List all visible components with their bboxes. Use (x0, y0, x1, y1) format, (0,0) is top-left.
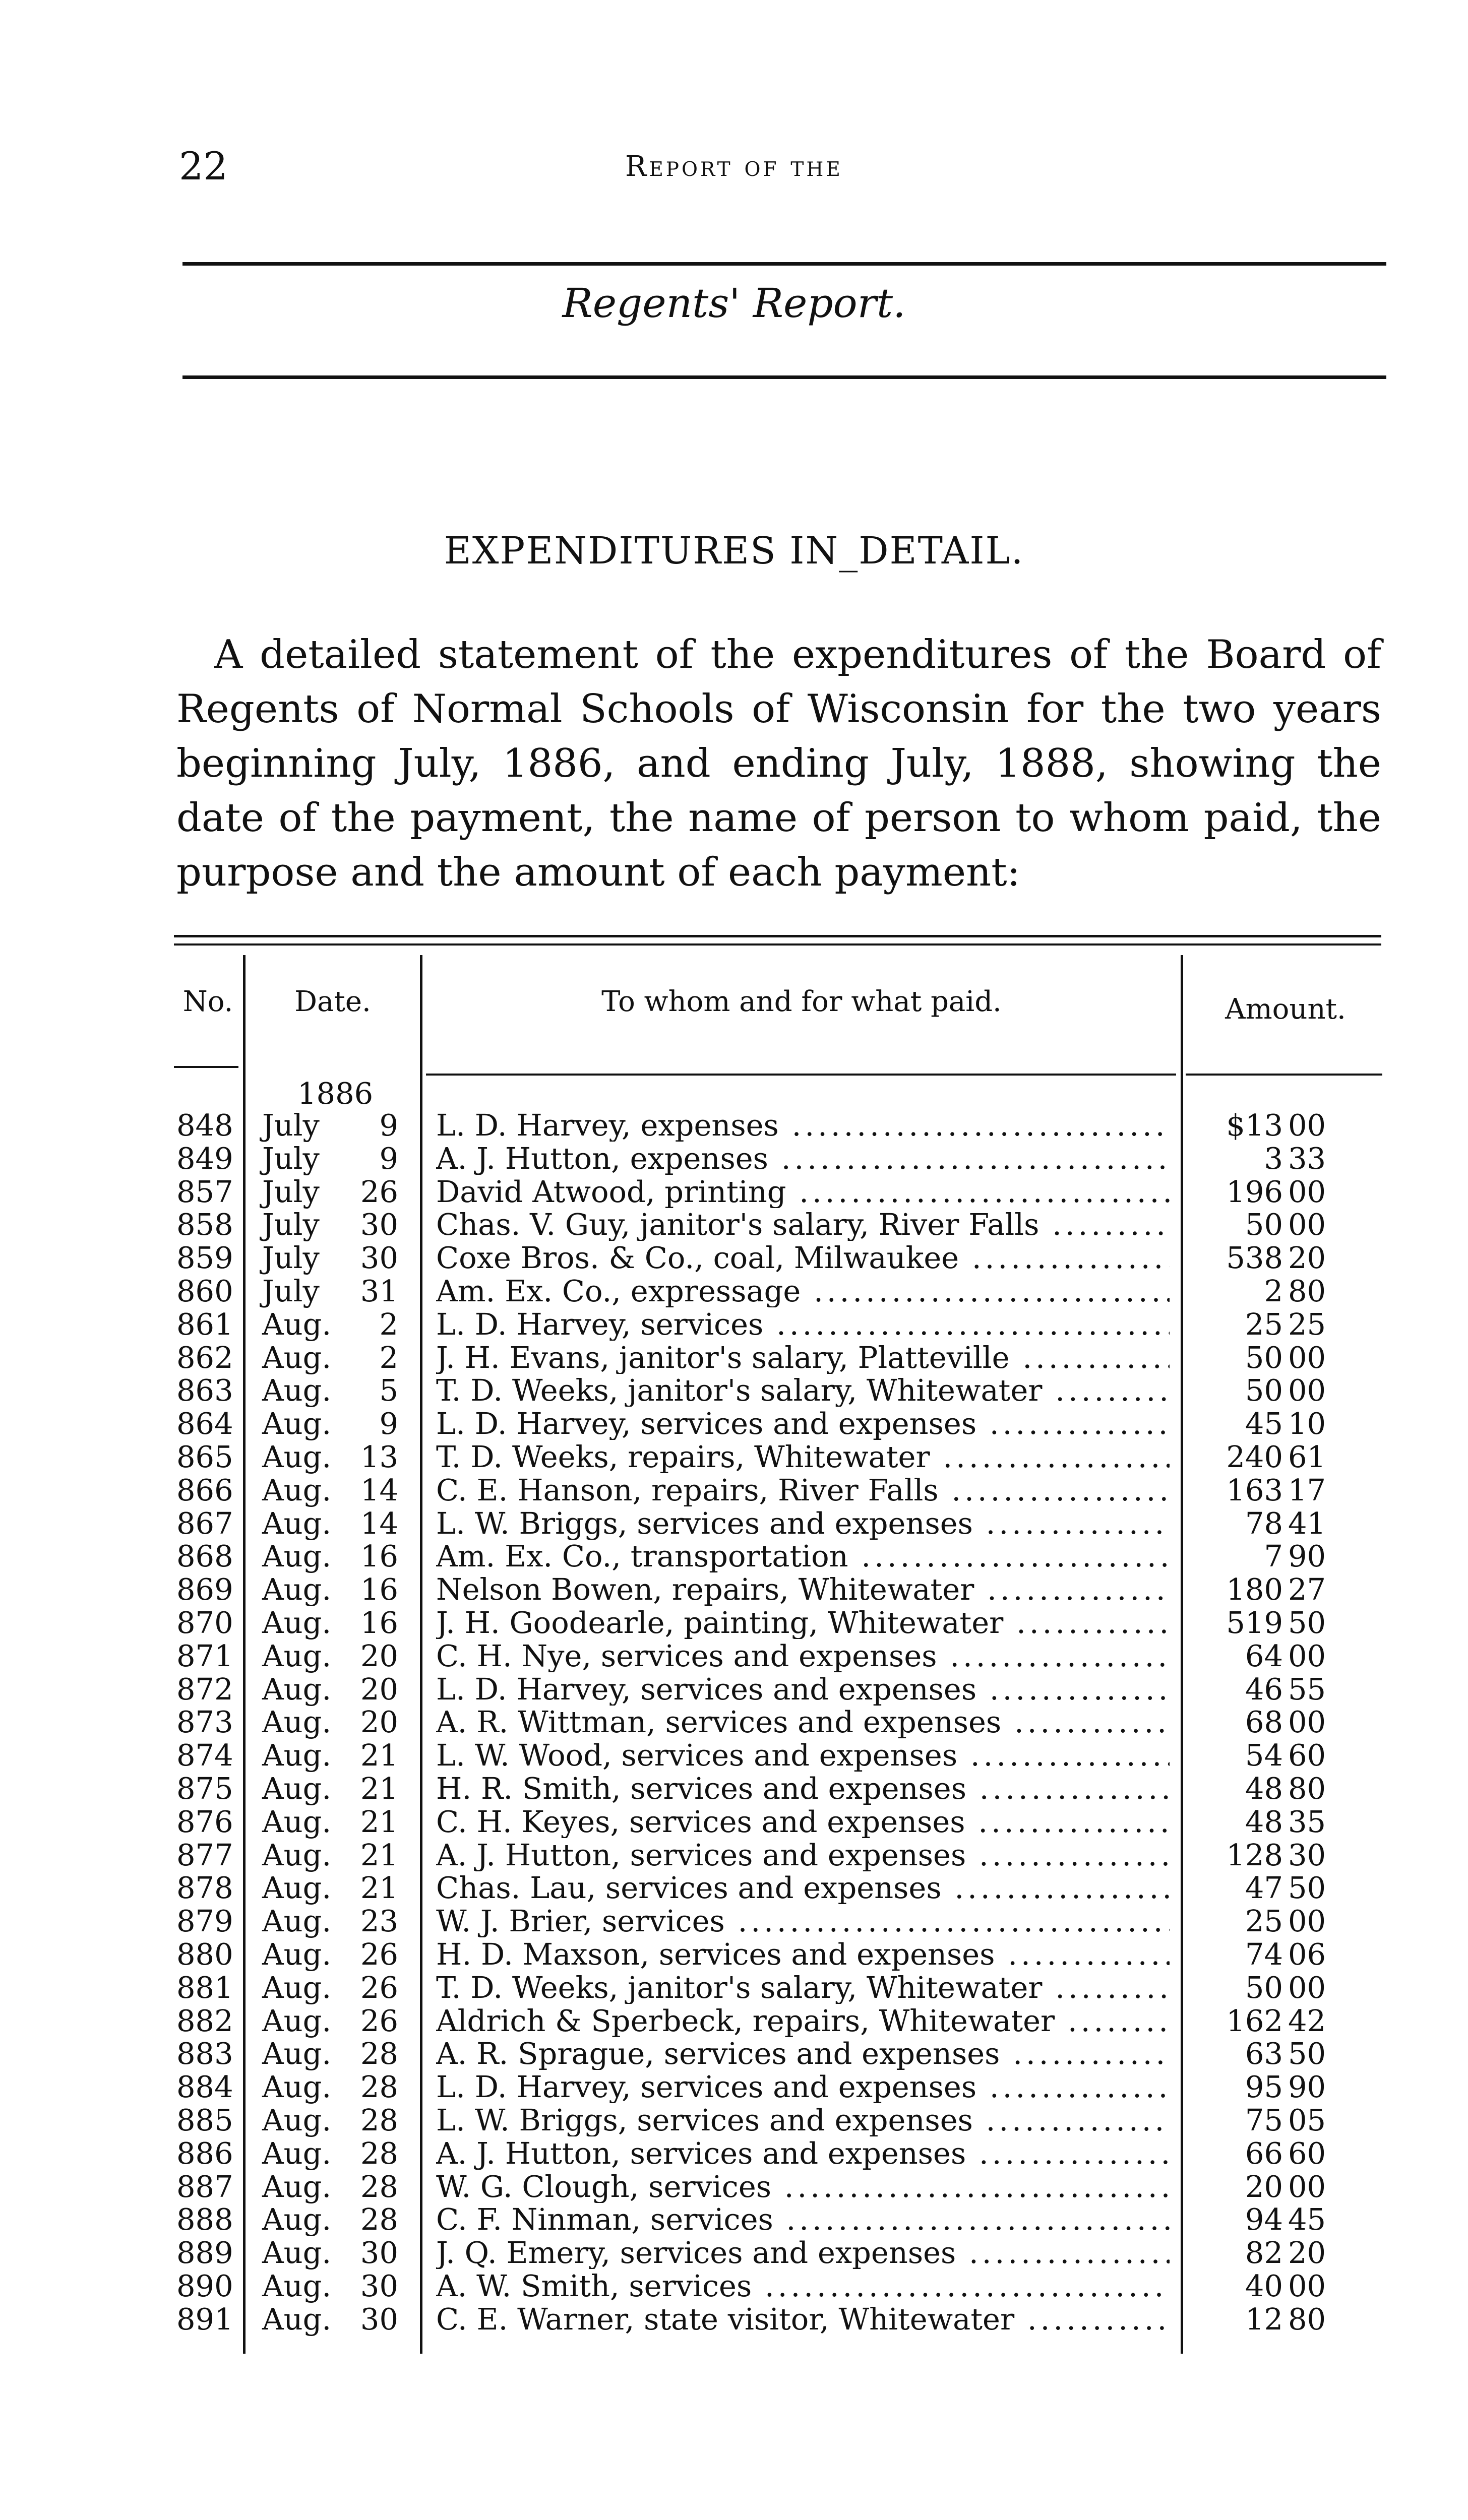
entry-number: 869 (176, 1572, 233, 1607)
table-row (0, 1971, 1468, 2004)
entry-number: 848 (176, 1108, 233, 1143)
entry-day: 16 (360, 1605, 398, 1640)
entry-month: Aug. (262, 1771, 332, 1806)
entry-month: Aug. (262, 1373, 332, 1408)
entry-month: Aug. (262, 1506, 332, 1541)
entry-cents: 35 (1288, 1804, 1326, 1839)
entry-cents: 00 (1288, 1373, 1326, 1408)
entry-month: Aug. (262, 1439, 332, 1474)
entry-month: Aug. (262, 1838, 332, 1872)
entry-month: July (262, 1240, 320, 1275)
entry-description: Coxe Bros. & Co., coal, Milwaukee ..... (436, 1241, 1170, 1274)
entry-cents: 20 (1288, 2235, 1326, 2270)
entry-cents: 55 (1288, 1672, 1326, 1707)
entry-cents: 27 (1288, 1572, 1326, 1607)
entry-description: Aldrich & Sperbeck, repairs, Whitewater ..... (436, 2004, 1170, 2037)
entry-description: C. H. Nye, services and expenses ..... (436, 1640, 1170, 1672)
entry-number: 867 (176, 1506, 233, 1541)
entry-dollars: 78 (1245, 1506, 1283, 1541)
entry-day: 28 (360, 2169, 398, 2204)
entry-cents: 00 (1288, 1705, 1326, 1739)
entry-cents: 00 (1288, 1639, 1326, 1673)
entry-number: 863 (176, 1373, 233, 1408)
entry-month: July (262, 1274, 320, 1308)
entry-description: L. D. Harvey, services ..... (436, 1308, 1170, 1341)
entry-number: 887 (176, 2169, 233, 2204)
table-row (0, 1606, 1468, 1639)
entry-cents: 00 (1288, 2169, 1326, 2204)
entry-day: 14 (360, 1506, 398, 1541)
entry-dollars: 48 (1245, 1771, 1283, 1806)
entry-description: Am. Ex. Co., expressage ..... (436, 1275, 1170, 1307)
entry-number: 881 (176, 1970, 233, 2005)
table-row (0, 1474, 1468, 1506)
entry-number: 877 (176, 1838, 233, 1872)
entry-dollars: 196 (1226, 1174, 1283, 1209)
table-row (0, 1739, 1468, 1772)
entry-number: 885 (176, 2103, 233, 2137)
table-row (0, 1540, 1468, 1572)
entry-dollars: 25 (1245, 1904, 1283, 1938)
table-row (0, 2104, 1468, 2136)
entry-number: 878 (176, 1870, 233, 1905)
entry-month: Aug. (262, 2103, 332, 2137)
column-header-date: Date. (294, 985, 371, 1018)
entry-month: Aug. (262, 1870, 332, 1905)
entry-day: 28 (360, 2202, 398, 2237)
entry-cents: 17 (1288, 1473, 1326, 1507)
entry-month: Aug. (262, 1307, 332, 1342)
entry-cents: 06 (1288, 1937, 1326, 1972)
entry-day: 21 (360, 1870, 398, 1905)
entry-description: A. J. Hutton, services and expenses ..... (436, 2137, 1170, 2170)
entry-day: 16 (360, 1539, 398, 1573)
entry-description: J. H. Goodearle, painting, Whitewater ..... (436, 1606, 1170, 1639)
entry-dollars: 163 (1226, 1473, 1283, 1507)
entry-dollars: 3 (1264, 1141, 1283, 1176)
entry-number: 875 (176, 1771, 233, 1806)
entry-number: 873 (176, 1705, 233, 1739)
entry-day: 20 (360, 1705, 398, 1739)
entry-dollars: 64 (1245, 1639, 1283, 1673)
entry-dollars: 20 (1245, 2169, 1283, 2204)
entry-cents: 00 (1288, 1207, 1326, 1242)
entry-dollars: 45 (1245, 1406, 1283, 1441)
entry-month: Aug. (262, 1705, 332, 1739)
table-row (0, 1175, 1468, 1208)
table-row (0, 1938, 1468, 1971)
entry-description: J. H. Evans, janitor's salary, Platteville ..... (436, 1341, 1170, 1374)
entry-number: 865 (176, 1439, 233, 1474)
entry-description: C. E. Hanson, repairs, River Falls ..... (436, 1474, 1170, 1506)
entry-day: 9 (379, 1108, 398, 1143)
table-top-rule (174, 935, 1381, 937)
entry-description: W. G. Clough, services ..... (436, 2170, 1170, 2203)
entry-cents: 80 (1288, 1771, 1326, 1806)
entry-month: July (262, 1108, 320, 1143)
entry-description: L. D. Harvey, expenses ..... (436, 1109, 1170, 1142)
entry-dollars: 50 (1245, 1207, 1283, 1242)
entry-day: 20 (360, 1672, 398, 1707)
entry-dollars: 240 (1226, 1439, 1283, 1474)
page-number: 22 (179, 144, 228, 188)
entry-day: 28 (360, 2103, 398, 2137)
entry-cents: 50 (1288, 1870, 1326, 1905)
entry-day: 31 (360, 1274, 398, 1308)
entry-dollars: 63 (1245, 2036, 1283, 2071)
entry-number: 876 (176, 1804, 233, 1839)
header-rule-no (174, 1066, 238, 1068)
entry-description: Am. Ex. Co., transportation ..... (436, 1540, 1170, 1572)
entry-cents: 05 (1288, 2103, 1326, 2137)
entry-dollars: 162 (1226, 2003, 1283, 2038)
entry-cents: 33 (1288, 1141, 1326, 1176)
table-row (0, 1275, 1468, 1307)
entry-day: 16 (360, 1572, 398, 1607)
entry-description: A. W. Smith, services ..... (436, 2270, 1170, 2302)
entry-number: 874 (176, 1738, 233, 1773)
table-row (0, 1871, 1468, 1904)
entry-dollars: 68 (1245, 1705, 1283, 1739)
entry-month: Aug. (262, 2202, 332, 2237)
entry-number: 862 (176, 1340, 233, 1375)
header-rule-amount (1186, 1074, 1382, 1076)
entry-number: 880 (176, 1937, 233, 1972)
entry-number: 870 (176, 1605, 233, 1640)
table-row (0, 1208, 1468, 1241)
entry-description: L. D. Harvey, services and expenses ..... (436, 1407, 1170, 1440)
entry-cents: 00 (1288, 1970, 1326, 2005)
running-head: Report of the (625, 150, 843, 183)
table-row (0, 1507, 1468, 1540)
entry-month: Aug. (262, 2169, 332, 2204)
entry-cents: 80 (1288, 2302, 1326, 2337)
entry-cents: 90 (1288, 2069, 1326, 2104)
entry-dollars: 47 (1245, 1870, 1283, 1905)
entry-description: L. D. Harvey, services and expenses ..... (436, 2070, 1170, 2103)
entry-month: Aug. (262, 1804, 332, 1839)
entry-month: Aug. (262, 1340, 332, 1375)
entry-description: T. D. Weeks, janitor's salary, Whitewater ..... (436, 1971, 1170, 2004)
table-row (0, 1772, 1468, 1805)
entry-month: Aug. (262, 2003, 332, 2038)
entry-description: C. F. Ninman, services ..... (436, 2203, 1170, 2236)
column-header-no: No. (182, 985, 233, 1018)
entry-description: L. W. Briggs, services and expenses ..... (436, 2104, 1170, 2136)
entry-description: T. D. Weeks, repairs, Whitewater ..... (436, 1440, 1170, 1473)
entry-cents: 90 (1288, 1539, 1326, 1573)
entry-description: A. J. Hutton, expenses ..... (436, 1142, 1170, 1175)
table-row (0, 2137, 1468, 2170)
entry-description: L. D. Harvey, services and expenses ..... (436, 1673, 1170, 1706)
entry-day: 26 (360, 1174, 398, 1209)
entry-day: 21 (360, 1804, 398, 1839)
entry-dollars: 74 (1245, 1937, 1283, 1972)
entry-cents: 50 (1288, 2036, 1326, 2071)
table-row (0, 2303, 1468, 2336)
entry-dollars: 50 (1245, 1373, 1283, 1408)
table-row (0, 1308, 1468, 1341)
entry-number: 872 (176, 1672, 233, 1707)
entry-description: C. E. Warner, state visitor, Whitewater ..... (436, 2303, 1170, 2336)
entry-day: 21 (360, 1838, 398, 1872)
table-row (0, 2270, 1468, 2302)
entry-month: Aug. (262, 2069, 332, 2104)
entry-dollars: 66 (1245, 2136, 1283, 2171)
table-row (0, 2170, 1468, 2203)
entry-cents: 50 (1288, 1605, 1326, 1640)
entry-month: Aug. (262, 1672, 332, 1707)
entry-cents: 00 (1288, 2269, 1326, 2303)
table-row (0, 1673, 1468, 1706)
entry-description: L. W. Wood, services and expenses ..... (436, 1739, 1170, 1772)
entry-dollars: 2 (1264, 1274, 1283, 1308)
entry-month: Aug. (262, 1572, 332, 1607)
entry-number: 857 (176, 1174, 233, 1209)
entry-day: 28 (360, 2136, 398, 2171)
table-row (0, 1374, 1468, 1407)
entry-dollars: 82 (1245, 2235, 1283, 2270)
entry-day: 30 (360, 2235, 398, 2270)
entry-number: 859 (176, 1240, 233, 1275)
entry-number: 888 (176, 2202, 233, 2237)
entry-day: 26 (360, 1970, 398, 2005)
entry-day: 5 (379, 1373, 398, 1408)
entry-dollars: 12 (1245, 2302, 1283, 2337)
entry-description: H. D. Maxson, services and expenses ..... (436, 1938, 1170, 1971)
entry-description: Chas. Lau, services and expenses ..... (436, 1871, 1170, 1904)
entry-description: A. J. Hutton, services and expenses ..... (436, 1839, 1170, 1871)
entry-number: 866 (176, 1473, 233, 1507)
entry-cents: 60 (1288, 2136, 1326, 2171)
entry-description: T. D. Weeks, janitor's salary, Whitewater ..... (436, 1374, 1170, 1407)
entry-day: 28 (360, 2069, 398, 2104)
entry-number: 879 (176, 1904, 233, 1938)
entry-day: 21 (360, 1771, 398, 1806)
table-row (0, 1440, 1468, 1473)
entry-day: 26 (360, 2003, 398, 2038)
entry-cents: 20 (1288, 1240, 1326, 1275)
entry-number: 861 (176, 1307, 233, 1342)
entry-month: Aug. (262, 1473, 332, 1507)
entry-number: 889 (176, 2235, 233, 2270)
table-row (0, 1573, 1468, 1606)
entry-number: 871 (176, 1639, 233, 1673)
table-row (0, 1142, 1468, 1175)
entry-month: Aug. (262, 1639, 332, 1673)
entry-cents: 45 (1288, 2202, 1326, 2237)
table-row (0, 2070, 1468, 2103)
entry-day: 30 (360, 2269, 398, 2303)
entry-number: 849 (176, 1141, 233, 1176)
entry-number: 882 (176, 2003, 233, 2038)
entry-month: Aug. (262, 2269, 332, 2303)
entry-description: H. R. Smith, services and expenses ..... (436, 1772, 1170, 1805)
entry-dollars: 46 (1245, 1672, 1283, 1707)
entry-description: Chas. V. Guy, janitor's salary, River Falls ..... (436, 1208, 1170, 1241)
entry-day: 28 (360, 2036, 398, 2071)
entry-description: A. R. Wittman, services and expenses ..... (436, 1706, 1170, 1738)
entry-number: 868 (176, 1539, 233, 1573)
section-rule (182, 375, 1386, 379)
entry-month: Aug. (262, 1539, 332, 1573)
entry-cents: 25 (1288, 1307, 1326, 1342)
entry-description: A. R. Sprague, services and expenses ..... (436, 2037, 1170, 2070)
table-row (0, 1341, 1468, 1374)
entry-number: 884 (176, 2069, 233, 2104)
entry-day: 20 (360, 1639, 398, 1673)
entry-day: 14 (360, 1473, 398, 1507)
table-row (0, 1839, 1468, 1871)
entry-dollars: 180 (1226, 1572, 1283, 1607)
entry-day: 30 (360, 2302, 398, 2337)
entry-day: 2 (379, 1307, 398, 1342)
entry-month: July (262, 1174, 320, 1209)
column-header-amount: Amount. (1225, 993, 1346, 1026)
entry-month: July (262, 1207, 320, 1242)
entry-month: July (262, 1141, 320, 1176)
section-title: Regents' Report. (562, 280, 906, 327)
entry-dollars: 48 (1245, 1804, 1283, 1839)
entry-day: 23 (360, 1904, 398, 1938)
entry-description: David Atwood, printing ..... (436, 1175, 1170, 1208)
top-rule (182, 262, 1386, 266)
entry-month: Aug. (262, 1406, 332, 1441)
header-rule-desc (426, 1074, 1176, 1076)
table-row (0, 2236, 1468, 2269)
entry-month: Aug. (262, 1904, 332, 1938)
entry-description: J. Q. Emery, services and expenses ..... (436, 2236, 1170, 2269)
table-row (0, 1905, 1468, 1937)
table-heading: EXPENDITURES IN_DETAIL. (444, 529, 1024, 573)
entry-day: 30 (360, 1207, 398, 1242)
entry-description: C. H. Keyes, services and expenses ..... (436, 1805, 1170, 1838)
entry-dollars: $13 (1226, 1108, 1283, 1143)
entry-dollars: 75 (1245, 2103, 1283, 2137)
table-top-rule-2 (174, 943, 1381, 946)
entry-description: Nelson Bowen, repairs, Whitewater ..... (436, 1573, 1170, 1606)
entry-dollars: 25 (1245, 1307, 1283, 1342)
entry-number: 890 (176, 2269, 233, 2303)
entry-dollars: 50 (1245, 1340, 1283, 1375)
entry-day: 30 (360, 1240, 398, 1275)
entry-cents: 10 (1288, 1406, 1326, 1441)
entry-month: Aug. (262, 2136, 332, 2171)
table-row (0, 1706, 1468, 1738)
column-header-description: To whom and for what paid. (601, 985, 1002, 1018)
entry-dollars: 95 (1245, 2069, 1283, 2104)
entry-dollars: 519 (1226, 1605, 1283, 1640)
table-row (0, 2037, 1468, 2070)
table-row (0, 2203, 1468, 2236)
entry-day: 2 (379, 1340, 398, 1375)
entry-cents: 60 (1288, 1738, 1326, 1773)
table-row (0, 1407, 1468, 1440)
entry-month: Aug. (262, 2036, 332, 2071)
entry-cents: 00 (1288, 1174, 1326, 1209)
entry-number: 886 (176, 2136, 233, 2171)
table-row (0, 2004, 1468, 2037)
year-label: 1886 (297, 1076, 374, 1111)
entry-cents: 00 (1288, 1108, 1326, 1143)
entry-description: L. W. Briggs, services and expenses ..... (436, 1507, 1170, 1540)
entry-day: 21 (360, 1738, 398, 1773)
entry-cents: 00 (1288, 1904, 1326, 1938)
entry-description: W. J. Brier, services ..... (436, 1905, 1170, 1937)
entry-month: Aug. (262, 1937, 332, 1972)
entry-month: Aug. (262, 1970, 332, 2005)
entry-number: 864 (176, 1406, 233, 1441)
entry-dollars: 538 (1226, 1240, 1283, 1275)
entry-month: Aug. (262, 1738, 332, 1773)
entry-cents: 42 (1288, 2003, 1326, 2038)
entry-dollars: 7 (1264, 1539, 1283, 1573)
entry-month: Aug. (262, 2302, 332, 2337)
entry-number: 860 (176, 1274, 233, 1308)
entry-number: 883 (176, 2036, 233, 2071)
entry-dollars: 50 (1245, 1970, 1283, 2005)
entry-number: 891 (176, 2302, 233, 2337)
entry-day: 26 (360, 1937, 398, 1972)
entry-cents: 30 (1288, 1838, 1326, 1872)
entry-day: 9 (379, 1141, 398, 1176)
entry-dollars: 94 (1245, 2202, 1283, 2237)
table-row (0, 1805, 1468, 1838)
table-row (0, 1640, 1468, 1672)
entry-day: 13 (360, 1439, 398, 1474)
entry-cents: 41 (1288, 1506, 1326, 1541)
table-row (0, 1109, 1468, 1142)
entry-month: Aug. (262, 2235, 332, 2270)
entry-cents: 61 (1288, 1439, 1326, 1474)
entry-cents: 00 (1288, 1340, 1326, 1375)
intro-paragraph: A detailed statement of the expenditures of the Board of Regents of Normal Schools of Wisconsin for the two years beginning July, 1886, and ending July, 1888, showing the date of the payment, the name of person to whom paid, the purpose and the amount of each payment: (176, 632, 1381, 895)
entry-number: 858 (176, 1207, 233, 1242)
entry-day: 9 (379, 1406, 398, 1441)
entry-dollars: 40 (1245, 2269, 1283, 2303)
entry-cents: 80 (1288, 1274, 1326, 1308)
entry-month: Aug. (262, 1605, 332, 1640)
entry-dollars: 128 (1226, 1838, 1283, 1872)
entry-dollars: 54 (1245, 1738, 1283, 1773)
table-row (0, 1241, 1468, 1274)
